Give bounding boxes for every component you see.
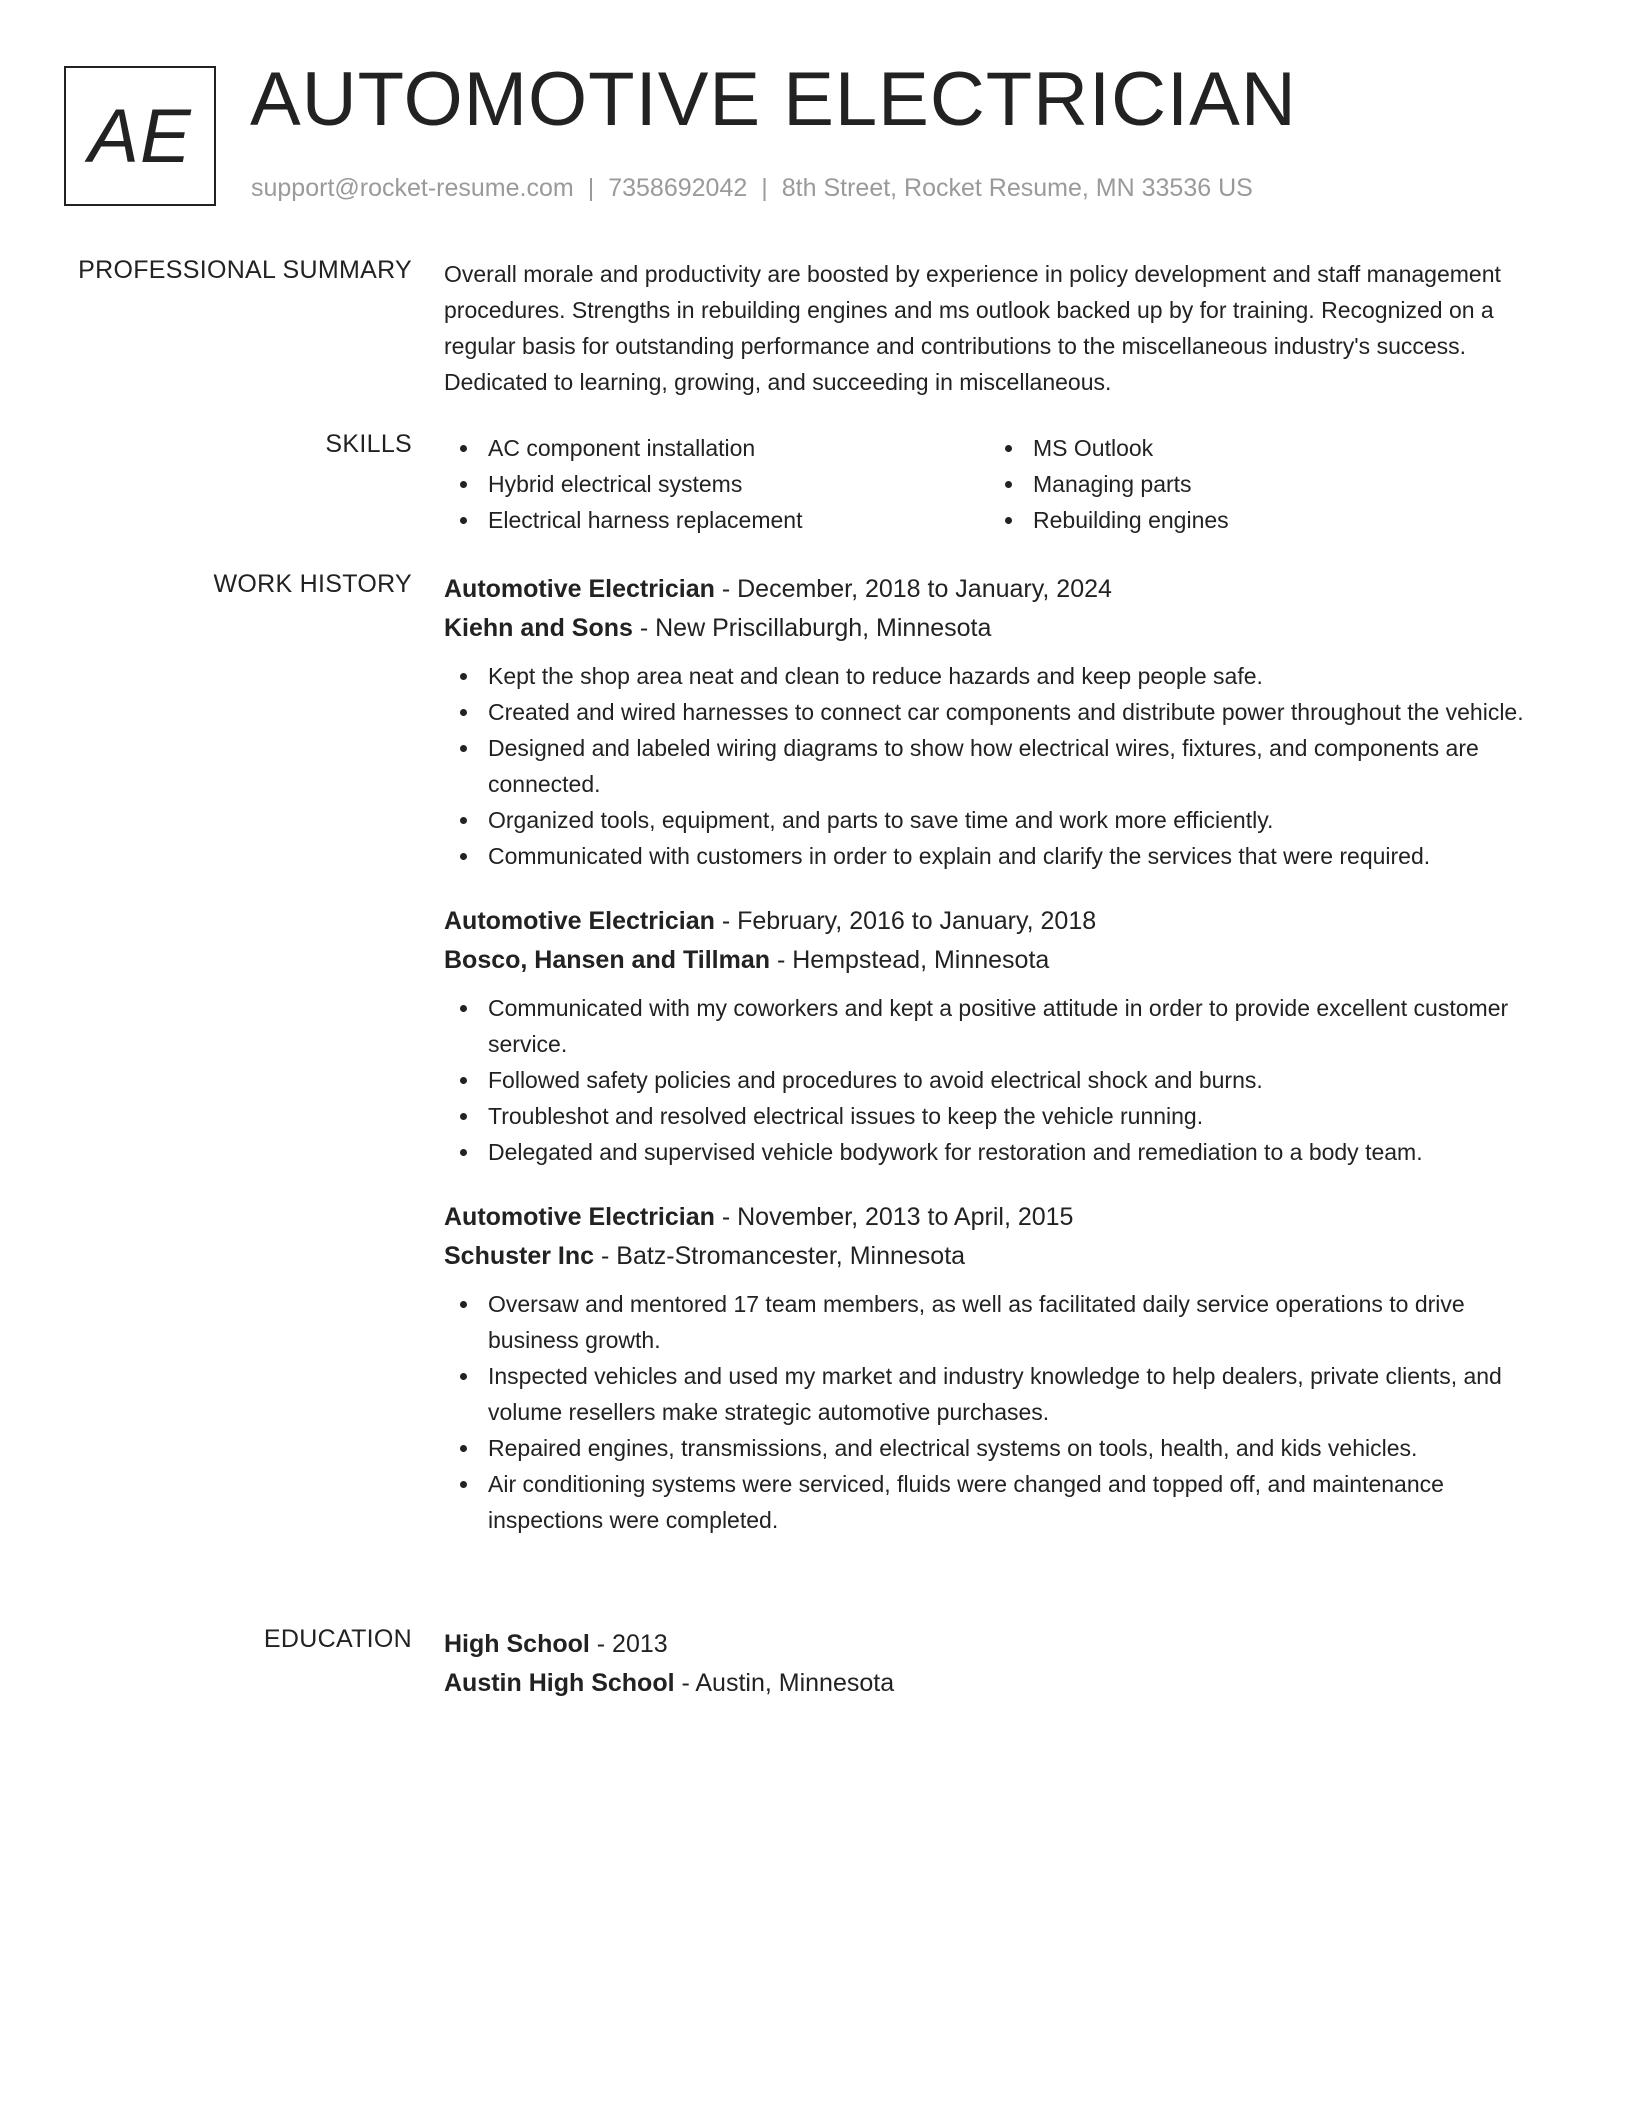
section-title-summary: PROFESSIONAL SUMMARY: [78, 256, 412, 284]
job-role: Automotive Electrician: [444, 1203, 715, 1231]
education-degree: High School: [444, 1630, 590, 1658]
job-location: - Batz-Stromancester, Minnesota: [594, 1242, 966, 1270]
work-body: [444, 570, 1554, 1566]
contact-line: [251, 174, 1253, 203]
skill-item: MS Outlook: [989, 430, 1534, 466]
contact-separator: |: [761, 174, 768, 202]
job-company-line: [444, 940, 1554, 980]
job-dates: - December, 2018 to January, 2024: [714, 575, 1112, 603]
summary-body: [444, 256, 1554, 400]
section-title-education: EDUCATION: [263, 1625, 412, 1653]
job-bullet: Organized tools, equipment, and parts to save time and work more efficiently.: [444, 802, 1554, 838]
job-bullet: Kept the shop area neat and clean to reduce hazards and keep people safe.: [444, 658, 1554, 694]
job-company: Bosco, Hansen and Tillman: [444, 946, 771, 974]
contact-separator: |: [587, 174, 595, 202]
section-title-work: WORK HISTORY: [213, 570, 412, 598]
skill-item: Managing parts: [989, 466, 1534, 502]
education-header: [444, 1625, 1554, 1663]
education-year: - 2013: [589, 1630, 668, 1658]
job-role: Automotive Electrician: [444, 907, 715, 935]
job-dates: - February, 2016 to January, 2018: [714, 907, 1097, 935]
monogram-logo: AE: [64, 66, 216, 206]
job-bullet: Inspected vehicles and used my market and industry knowledge to help dealers, private clients, and volume resellers make strategic automotive purchases.: [444, 1358, 1554, 1430]
skill-item: Electrical harness replacement: [444, 502, 989, 538]
job-bullet: Communicated with my coworkers and kept a positive attitude in order to provide excellent customer service.: [444, 990, 1554, 1062]
job-company-line: [444, 1236, 1554, 1276]
skills-columns: [444, 430, 1554, 538]
skill-item: AC component installation: [444, 430, 989, 466]
skills-list-right: [989, 430, 1534, 538]
job-header: [444, 902, 1554, 940]
job-entry: [444, 1198, 1554, 1538]
contact-address: 8th Street, Rocket Resume, MN 33536 US: [781, 174, 1253, 202]
contact-phone: 7358692042: [608, 174, 748, 202]
job-location: - New Priscillaburgh, Minnesota: [632, 614, 992, 642]
page-title: AUTOMOTIVE ELECTRICIAN: [250, 57, 1297, 142]
education-school: Austin High School: [444, 1669, 675, 1697]
job-location: - Hempstead, Minnesota: [770, 946, 1050, 974]
skills-body: [444, 430, 1554, 538]
job-bullet: Troubleshot and resolved electrical issues to keep the vehicle running.: [444, 1098, 1554, 1134]
education-school-line: [444, 1663, 1554, 1703]
job-bullet: Created and wired harnesses to connect car components and distribute power throughout the vehicle.: [444, 694, 1554, 730]
skill-item: Rebuilding engines: [989, 502, 1534, 538]
summary-text: Overall morale and productivity are boosted by experience in policy development and staff management procedures. Strengths in rebuilding engines and ms outlook backed up by for training. Recognized on a regular basis for outstanding performance and contributions to the miscellaneous industry's success. Dedicated to learning, growing, and succeeding in miscellaneous.: [444, 261, 1501, 395]
job-bullet: Air conditioning systems were serviced, fluids were changed and topped off, and maintenance inspections were completed.: [444, 1466, 1554, 1538]
job-bullets: [444, 1286, 1554, 1538]
job-header: [444, 1198, 1554, 1236]
job-bullet: Oversaw and mentored 17 team members, as well as facilitated daily service operations to drive business growth.: [444, 1286, 1554, 1358]
job-header: [444, 570, 1554, 608]
contact-email: support@rocket-resume.com: [251, 174, 574, 202]
job-company-line: [444, 608, 1554, 648]
skills-list-left: [444, 430, 989, 538]
job-company: Schuster Inc: [444, 1242, 595, 1270]
job-bullets: [444, 658, 1554, 874]
job-bullet: Designed and labeled wiring diagrams to show how electrical wires, fixtures, and components are connected.: [444, 730, 1554, 802]
skill-item: Hybrid electrical systems: [444, 466, 989, 502]
job-bullet: Repaired engines, transmissions, and electrical systems on tools, health, and kids vehicles.: [444, 1430, 1554, 1466]
job-entry: [444, 570, 1554, 874]
job-dates: - November, 2013 to April, 2015: [714, 1203, 1074, 1231]
job-bullet: Followed safety policies and procedures to avoid electrical shock and burns.: [444, 1062, 1554, 1098]
job-bullet: Delegated and supervised vehicle bodywork for restoration and remediation to a body team.: [444, 1134, 1554, 1170]
education-location: - Austin, Minnesota: [674, 1669, 895, 1697]
education-body: [444, 1625, 1554, 1713]
job-bullets: [444, 990, 1554, 1170]
section-title-skills: SKILLS: [325, 430, 412, 458]
job-entry: [444, 902, 1554, 1170]
job-role: Automotive Electrician: [444, 575, 715, 603]
job-bullet: Communicated with customers in order to explain and clarify the services that were required.: [444, 838, 1554, 874]
job-company: Kiehn and Sons: [444, 614, 633, 642]
